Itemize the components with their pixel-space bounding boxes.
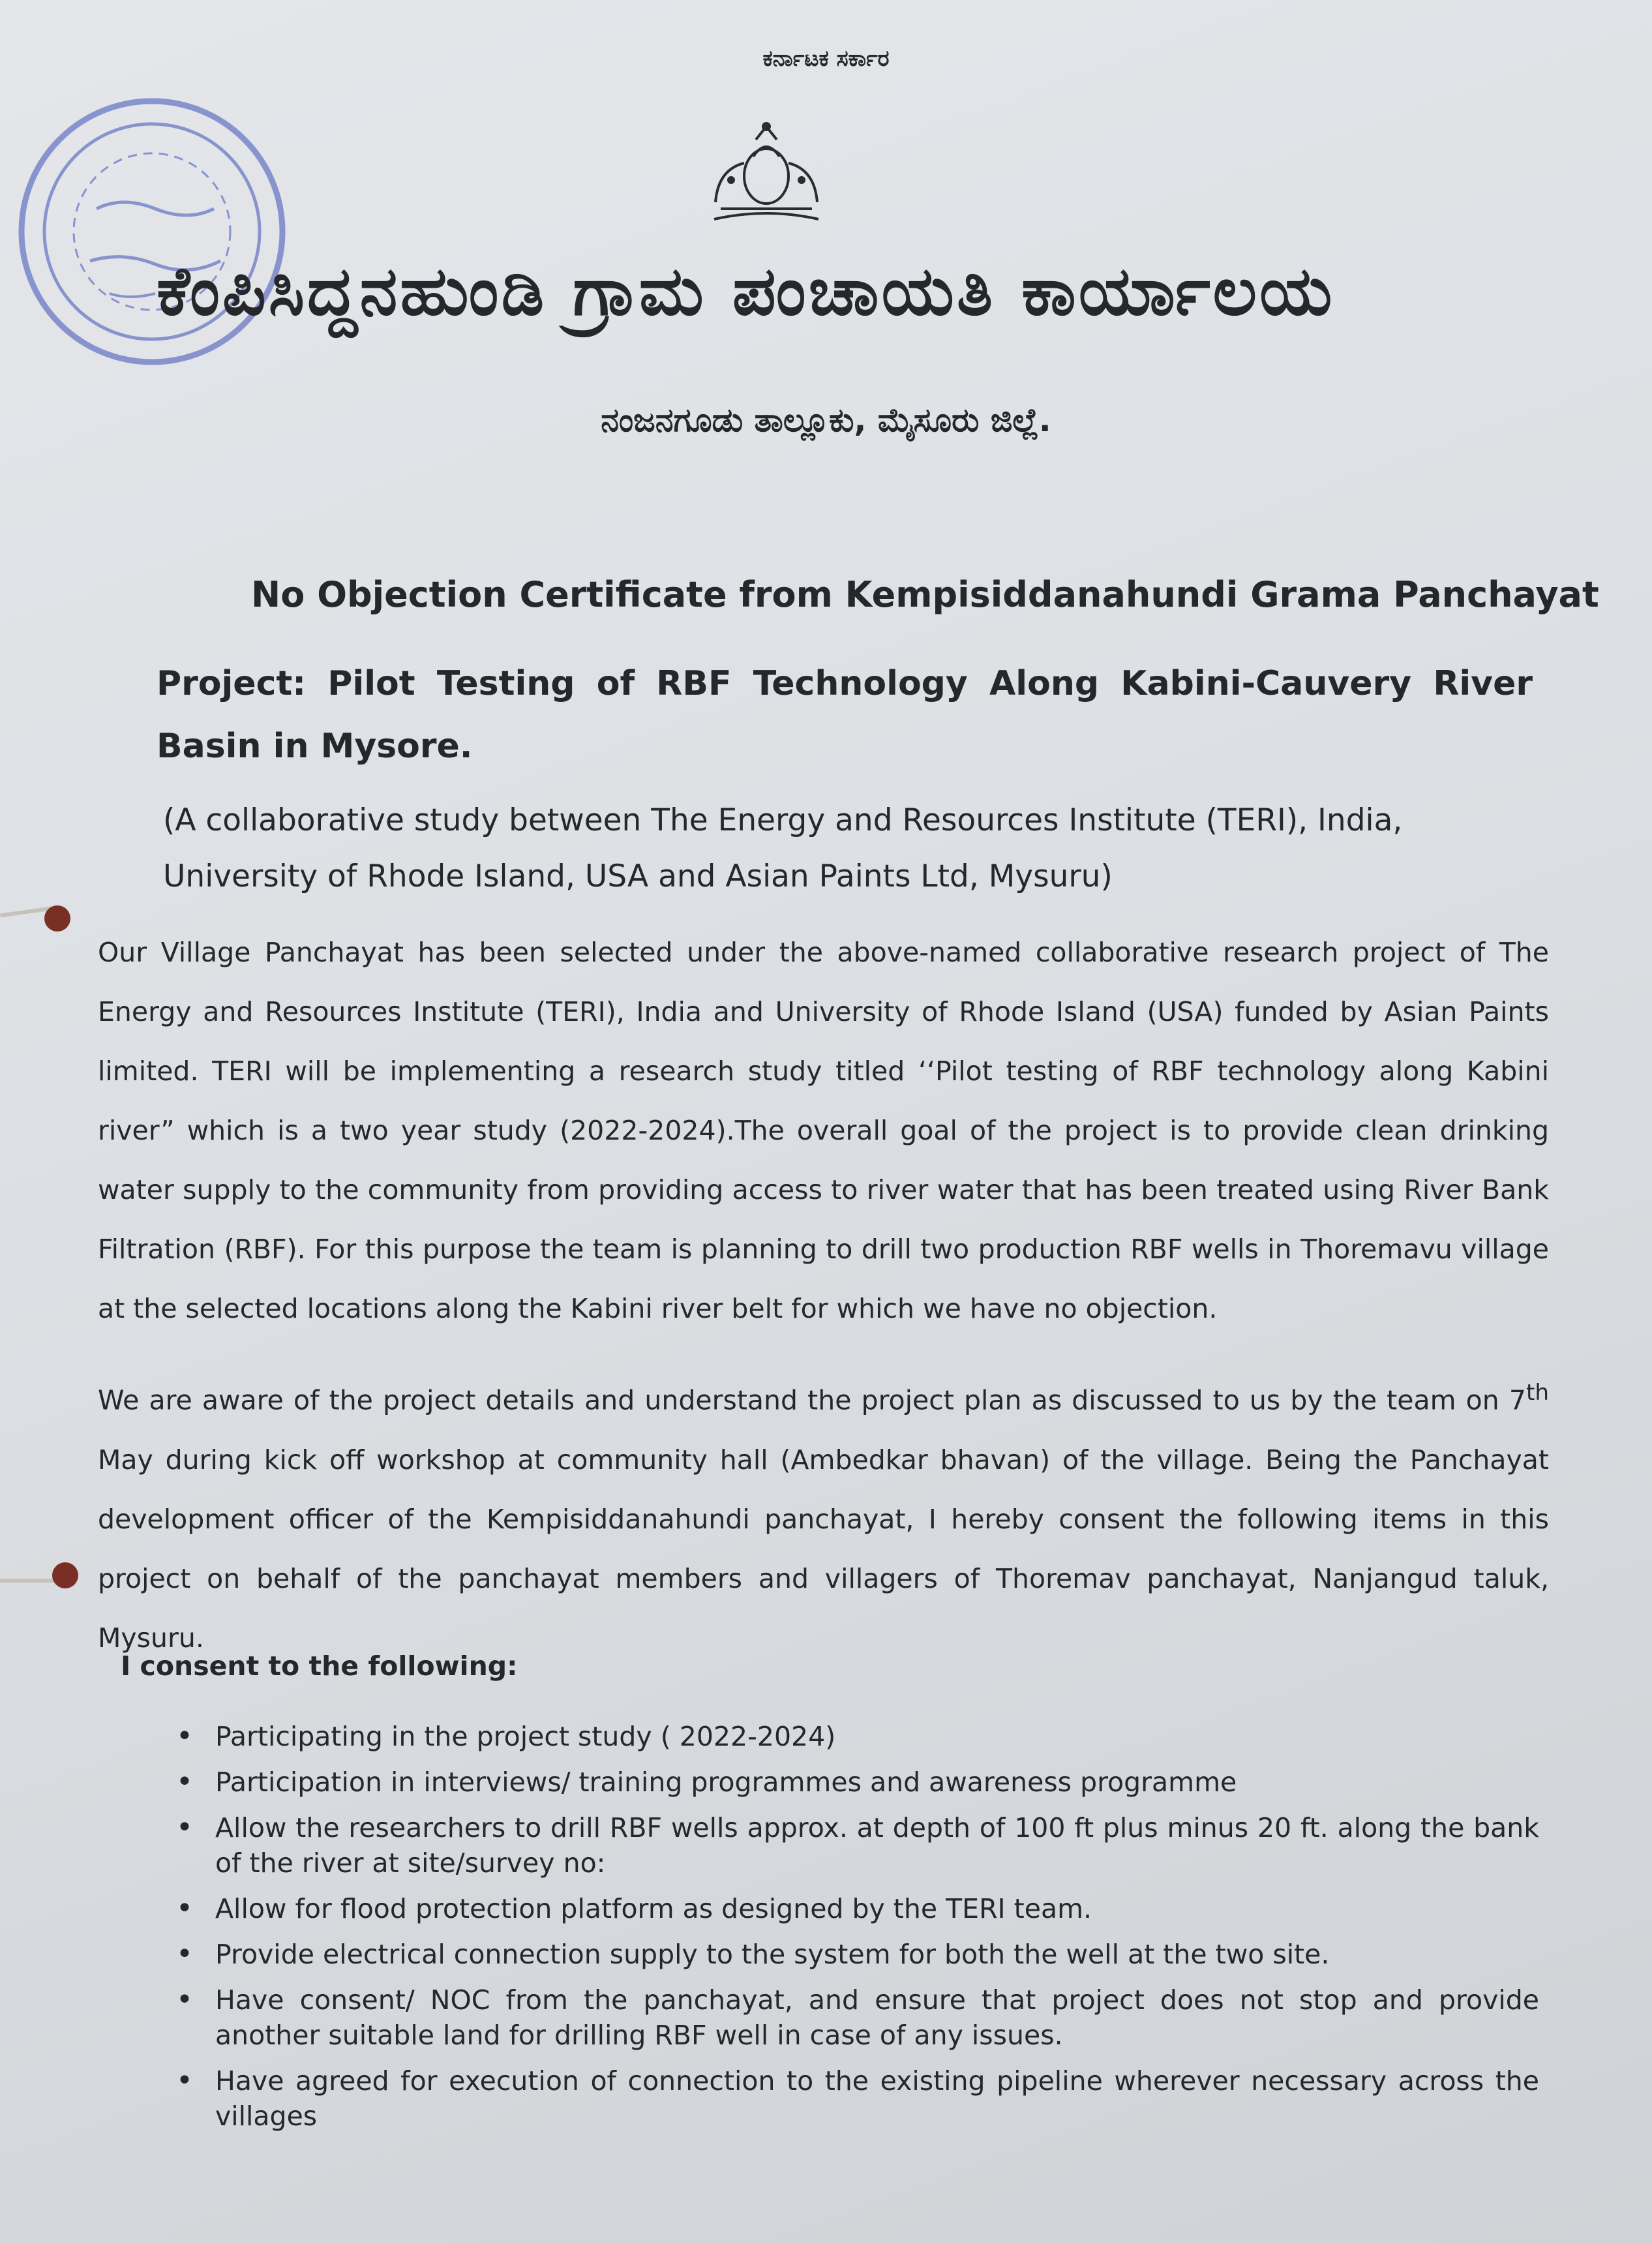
consent-item: • Allow for flood protection platform as designed by the TERI team. — [176, 1891, 1539, 1926]
collaboration-note: (A collaborative study between The Energy and Resources Institute (TERI), India, University of Rhode Island, USA and Asian Paints Ltd, Mysuru) — [163, 802, 1403, 894]
consent-item: • Have agreed for execution of connection to the existing pipeline wherever necessary across the villages — [176, 2063, 1539, 2134]
consent-heading: I consent to the following: — [121, 1650, 518, 1682]
office-location: ನಂಜನಗೂಡು ತಾಲ್ಲೂಕು, ಮೈಸೂರು ಜಿಲ್ಲೆ. — [601, 401, 1051, 439]
project-title: Project: Pilot Testing of RBF Technology Along Kabini-Cauvery River Basin in Mysore. — [157, 664, 1533, 766]
binder-hole-lower — [52, 1562, 78, 1588]
consent-item: • Participating in the project study ( 2022-2024) — [176, 1719, 1539, 1754]
karnataka-emblem-icon — [701, 117, 832, 228]
certificate-title: No Objection Certificate from Kempisiddanahundi Grama Panchayat — [251, 574, 1599, 615]
consent-list — [176, 1719, 1539, 2144]
consent-item: • Have consent/ NOC from the panchayat, and ensure that project does not stop and provide another suitable land for drilling RBF well in case of any issues. — [176, 1982, 1539, 2053]
consent-item: • Provide electrical connection supply to the system for both the well at the two site. — [176, 1937, 1539, 1972]
binder-string-lower — [0, 1579, 59, 1583]
date-ordinal-suffix: th — [1525, 1380, 1549, 1406]
consent-paragraph — [98, 1363, 1549, 1668]
consent-item: • Allow the researchers to drill RBF wells approx. at depth of 100 ft plus minus 20 ft. along the bank of the river at site/survey no: — [176, 1810, 1539, 1881]
consent-item: • Participation in interviews/ training programmes and awareness programme — [176, 1765, 1539, 1800]
intro-paragraph: Our Village Panchayat has been selected under the above-named collaborative research project of The Energy and Resources Institute (TERI), India and University of Rhode Island (USA) funded by Asian Paints limited. TERI will be implementing a research study titled ‘‘Pilot testing of RBF technology along Kabini river” which is a two year study (2022-2024).The overall goal of the project is to provide clean drinking water supply to the community from providing access to river water that has been treated using River Bank Filtration (RBF). For this purpose the team is planning to drill two production RBF wells in Thoremavu village at the selected locations along the Kabini river belt for which we have no objection. — [98, 937, 1549, 1324]
office-title: ಕೆಂಪಿಸಿದ್ದನಹುಂಡಿ ಗ್ರಾಮ ಪಂಚಾಯತಿ ಕಾರ್ಯಾಲಯ — [157, 251, 1335, 331]
binder-hole-upper — [44, 905, 70, 932]
consent-paragraph-text: We are aware of the project details and understand the project plan as discussed to us by the team on 7 — [98, 1384, 1526, 1416]
government-label: ಕರ್ನಾಟಕ ಸರ್ಕಾರ — [762, 46, 890, 72]
consent-paragraph-text-rest: May during kick off workshop at community hall (Ambedkar bhavan) of the village. Being the Panchayat development officer of the Kempisiddanahundi panchayat, I hereby consent the following items in this project on behalf of the panchayat members and villagers of Thoremav panchayat, Nanjangud taluk, Mysuru. — [98, 1444, 1549, 1654]
panchayat-seal-stamp — [12, 65, 299, 391]
